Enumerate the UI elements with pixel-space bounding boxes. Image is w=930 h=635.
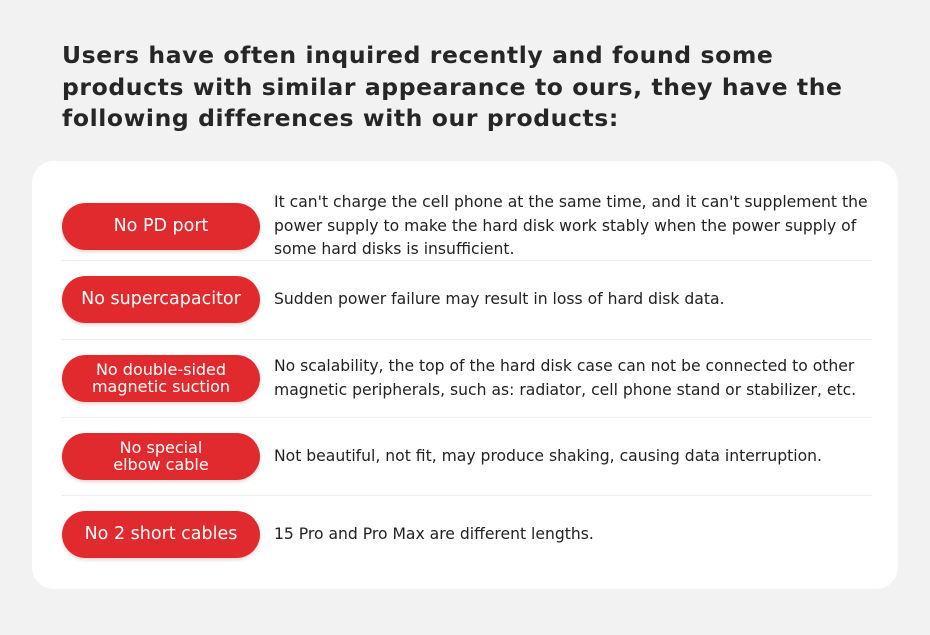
feature-badge-magnetic-suction: No double-sided magnetic suction — [62, 355, 260, 402]
row-divider — [62, 495, 872, 496]
difference-row-supercapacitor — [62, 276, 872, 323]
differences-card — [32, 161, 898, 589]
row-divider — [62, 339, 872, 340]
feature-badge-pd-port: No PD port — [62, 203, 260, 250]
feature-badge-supercapacitor: No supercapacitor — [62, 276, 260, 323]
feature-badge-elbow-cable: No special elbow cable — [62, 433, 260, 480]
feature-description-short-cables: 15 Pro and Pro Max are different lengths. — [274, 524, 594, 543]
difference-row-magnetic-suction — [62, 355, 872, 402]
difference-row-elbow-cable — [62, 433, 872, 480]
row-divider — [62, 417, 872, 418]
feature-badge-short-cables: No 2 short cables — [62, 511, 260, 558]
feature-description-magnetic-suction: No scalability, the top of the hard disk case can not be connected to other magnetic peripherals, such as: radiator, cell phone stand or stabilizer, etc. — [274, 357, 857, 399]
row-divider — [62, 260, 872, 261]
page-heading: Users have often inquired recently and found some products with similar appearance to ours, they have the following differences with our products: — [62, 41, 843, 132]
feature-description-pd-port: It can't charge the cell phone at the same time, and it can't supplement the power supply to make the hard disk work stably when the power supply of some hard disks is insufficient. — [274, 193, 868, 258]
feature-description-supercapacitor: Sudden power failure may result in loss of hard disk data. — [274, 289, 725, 308]
difference-row-short-cables — [62, 511, 872, 558]
difference-row-pd-port — [62, 191, 872, 262]
feature-description-elbow-cable: Not beautiful, not fit, may produce shaking, causing data interruption. — [274, 446, 822, 465]
